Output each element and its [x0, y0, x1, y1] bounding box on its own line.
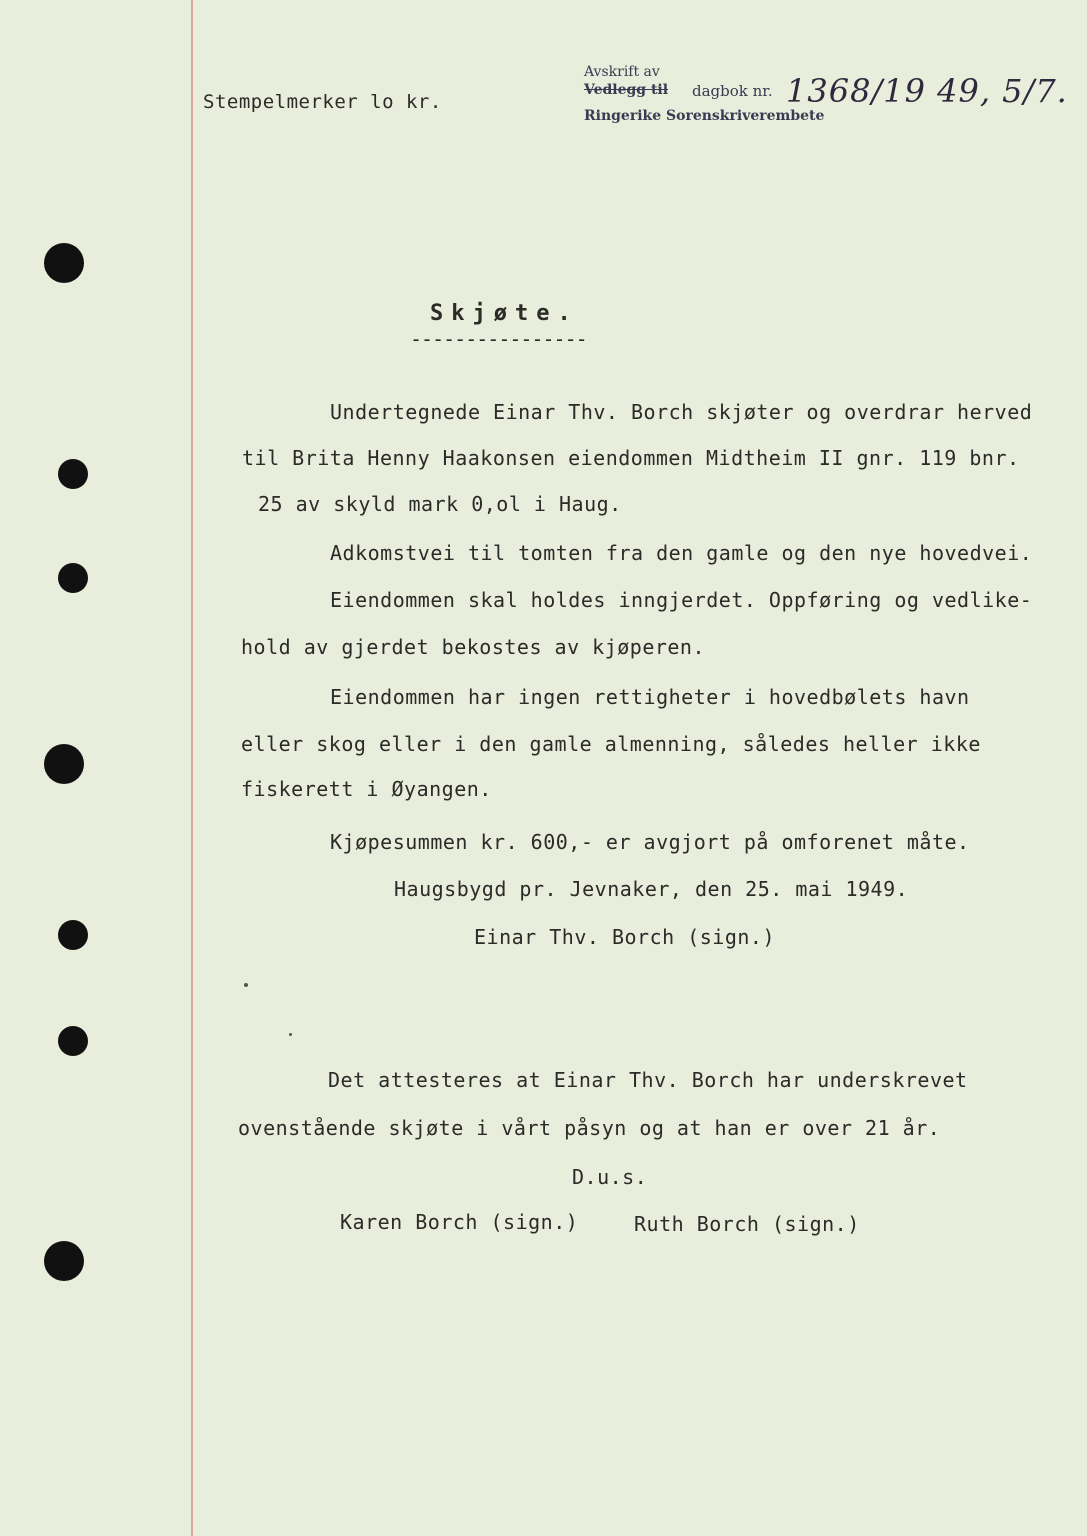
stamp-dagbok-label: dagbok nr. [692, 82, 773, 100]
body-line: 25 av skyld mark 0,ol i Haug. [258, 492, 622, 516]
punch-hole [44, 744, 84, 784]
body-line: Adkomstvei til tomten fra den gamle og den nye hovedvei. [330, 541, 1033, 565]
body-line: fiskerett i Øyangen. [241, 777, 492, 801]
body-line: til Brita Henny Haakonsen eiendommen Midtheim II gnr. 119 bnr. [242, 446, 1020, 470]
margin-line [191, 0, 193, 1536]
stamp-fee-text: Stempelmerker lo kr. [203, 91, 442, 113]
handwritten-journal-number: 1368/19 49, 5/7. [786, 72, 1068, 110]
punch-hole [58, 920, 88, 950]
body-line: Kjøpesummen kr. 600,- er avgjort på omforenet måte. [330, 830, 970, 854]
body-line: hold av gjerdet bekostes av kjøperen. [241, 635, 706, 659]
body-line: Eiendommen har ingen rettigheter i hovedbølets havn [330, 685, 970, 709]
witness-signature: Karen Borch (sign.) [340, 1210, 579, 1234]
punch-hole [44, 243, 84, 283]
body-line: eller skog eller i den gamle almenning, således heller ikke [241, 732, 981, 756]
attest-line: Det attesteres at Einar Thv. Borch har underskrevet [328, 1068, 968, 1092]
ink-speck [289, 1033, 292, 1036]
stamp-office-name: Ringerike Sorenskriverembete [584, 108, 825, 124]
dus-line: D.u.s. [572, 1165, 648, 1189]
punch-hole [44, 1241, 84, 1281]
witness-signature: Ruth Borch (sign.) [634, 1212, 860, 1236]
stamp-line-avskrift: Avskrift av [584, 64, 660, 80]
document-title: Skjøte. [430, 301, 579, 326]
seller-signature: Einar Thv. Borch (sign.) [474, 925, 775, 949]
body-line: Eiendommen skal holdes inngjerdet. Oppføring og vedlike- [330, 588, 1033, 612]
stamp-line-vedlegg: Vedlegg til [584, 82, 669, 98]
punch-hole [58, 459, 88, 489]
title-underline: ---------------- [410, 327, 587, 351]
body-line: Undertegnede Einar Thv. Borch skjøter og overdrar herved [330, 400, 1033, 424]
punch-hole [58, 563, 88, 593]
punch-hole [58, 1026, 88, 1056]
place-date-line: Haugsbygd pr. Jevnaker, den 25. mai 1949. [394, 877, 909, 901]
attest-line: ovenstående skjøte i vårt påsyn og at han er over 21 år. [238, 1116, 941, 1140]
ink-speck [244, 983, 248, 987]
